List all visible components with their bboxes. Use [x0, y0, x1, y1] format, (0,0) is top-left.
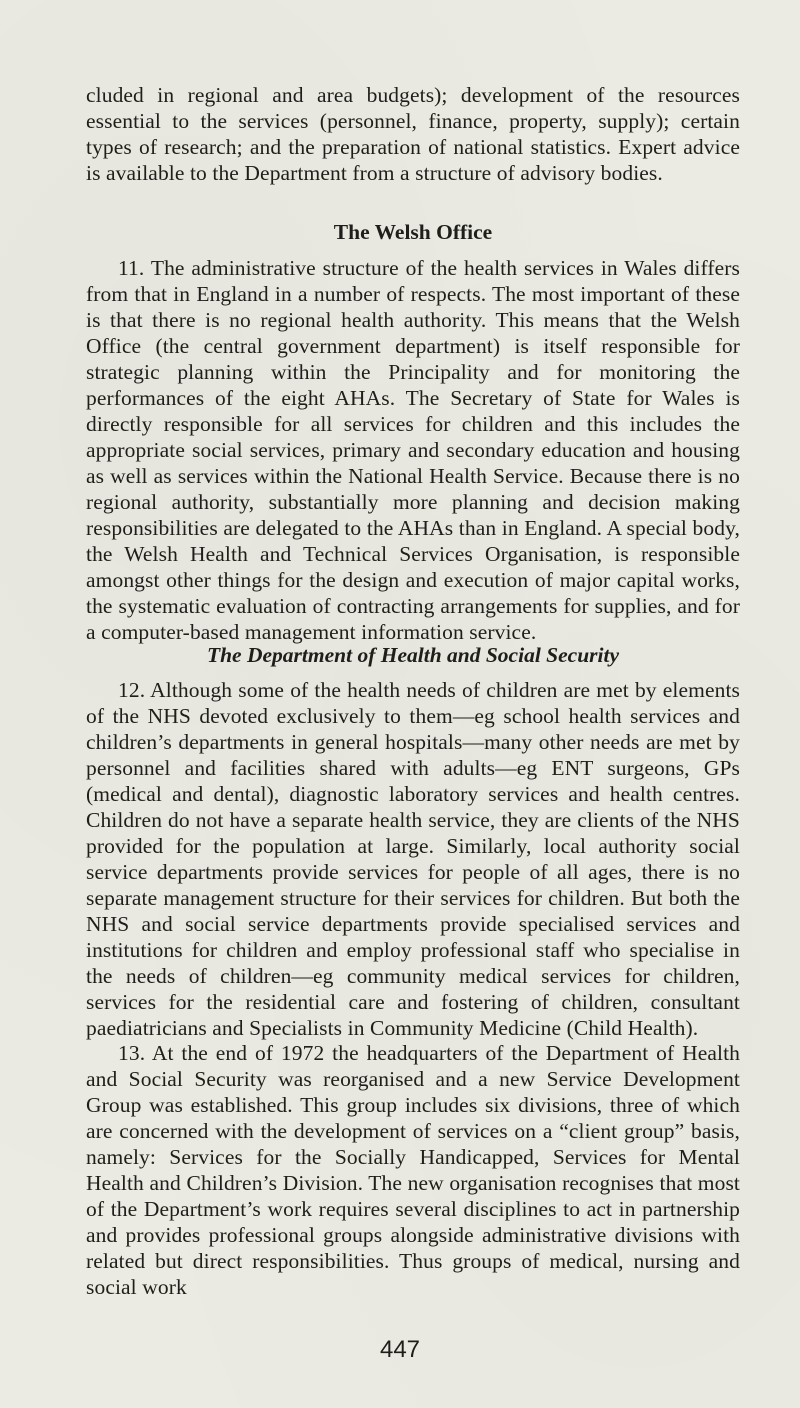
- paragraph-13: 13. At the end of 1972 the headquarters of the Department of Health and Social Security was reorganised and a new Service Development Group was established. This group includes six divisions, three of which are concerned with the development of services on a “client group” basis, namely: Services for the Socially Handicapped, Services for Mental Health and Children’s Division. The new organisation recognises that most of the Department’s work requires several disciplines to act in partnership and provides professional groups alongside administrative divisions with related but direct responsibilities. Thus groups of medical, nursing and social work: [86, 1041, 740, 1299]
- continued-paragraph: cluded in regional and area budgets); development of the resources essential to the services (personnel, finance, property, supply); certain types of research; and the preparation of national statistics. Expert advice is available to the Department from a structure of advisory bodies.: [86, 83, 740, 185]
- paragraph-11: 11. The administrative structure of the health services in Wales differs from that in England in a number of respects. The most important of these is that there is no regional health authority. This means that the Welsh Office (the central government department) is itself responsible for strategic planning within the Principality and for monitoring the performances of the eight AHAs. The Secretary of State for Wales is directly responsible for all services for children and this includes the appropriate social services, primary and secondary education and housing as well as services within the National Health Service. Because there is no regional authority, substantially more planning and decision making responsibilities are delegated to the AHAs than in England. A special body, the Welsh Health and Technical Services Organisation, is responsible amongst other things for the design and execution of major capital works, the systematic evaluation of contracting arrangements for supplies, and for a computer-based management information service.: [86, 256, 740, 644]
- section-heading-welsh-office: The Welsh Office: [333, 220, 493, 244]
- section-heading-dhss: The Department of Health and Social Security: [206, 643, 620, 667]
- page-number: 447: [379, 1336, 421, 1363]
- paragraph-12: 12. Although some of the health needs of children are met by elements of the NHS devoted exclusively to them—eg school health services and children’s departments in general hospitals—many other needs are met by personnel and facilities shared with adults—eg ENT surgeons, GPs (medical and dental), diagnostic laboratory services and health centres. Children do not have a separate health service, they are clients of the NHS provided for the population at large. Similarly, local authority social service departments provide services for people of all ages, there is no separate management structure for their services for children. But both the NHS and social service departments provide specialised services and institutions for children and employ professional staff who specialise in the needs of children—eg community medical services for children, services for the residential care and fostering of children, consultant paediatricians and Specialists in Community Medicine (Child Health).: [86, 678, 740, 1040]
